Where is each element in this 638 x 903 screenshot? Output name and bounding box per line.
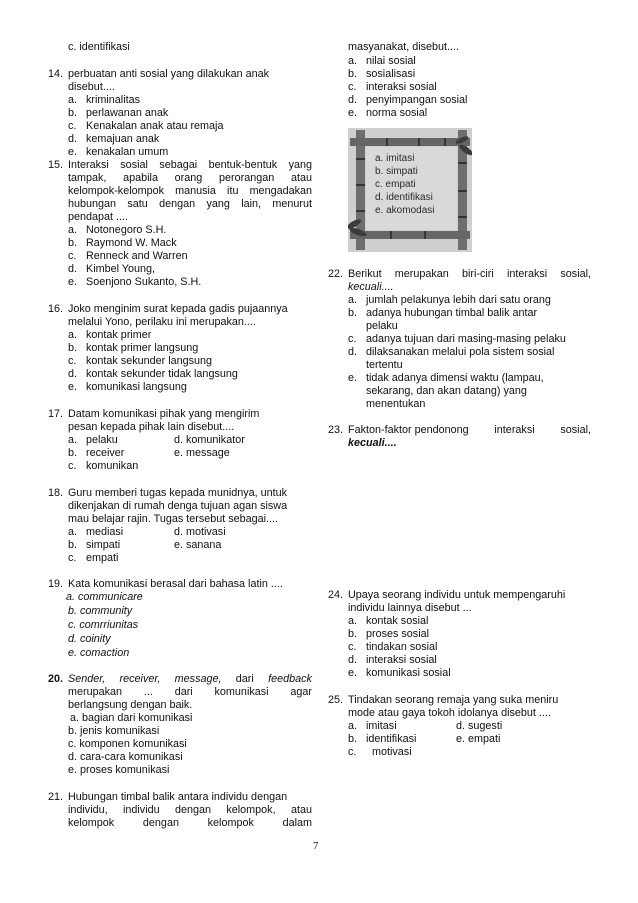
q15-option-a: a. Notonegoro S.H.	[68, 224, 167, 236]
q19-option-e: e. comaction	[68, 647, 130, 659]
bamboo-frame-picture	[348, 128, 472, 252]
q15-number: 15.	[48, 159, 64, 171]
q17-option-d: d. komunikator	[174, 434, 245, 446]
q25-stem-line1: Tindakan seorang remaja yang suka meniru	[348, 694, 559, 706]
q14-option-c: c. Kenakalan anak atau remaja	[68, 120, 224, 132]
picture-option-b: b. simpati	[375, 166, 418, 177]
picture-option-c: c. empati	[375, 179, 416, 190]
q13-option-c: c. identifikasi	[68, 41, 130, 53]
q20-option-c: c. komponen komunikasi	[68, 738, 187, 750]
q25-option-d: d. sugesti	[456, 720, 503, 732]
q21-option-e: e. norma sosial	[348, 107, 428, 119]
q22-option-d: d. dilaksanakan melalui pola sistem sosial	[348, 346, 555, 358]
q14-option-a: a. kriminalitas	[68, 94, 140, 106]
q21-option-c: c. interaksi sosial	[348, 81, 437, 93]
page-number: 7	[313, 840, 319, 852]
q18-stem-line2: dikenjakan di rumah denga tujuan agan siswa	[68, 500, 288, 512]
q15-option-d: d. Kimbel Young,	[68, 263, 156, 275]
q18-option-d: d. motivasi	[174, 526, 226, 538]
q24-option-c: c. tindakan sosial	[348, 641, 438, 653]
q25-number: 25.	[328, 694, 344, 706]
q15-option-b: b. Raymond W. Mack	[68, 237, 177, 249]
q14-option-d: d. kemajuan anak	[68, 133, 160, 145]
q18-number: 18.	[48, 487, 64, 499]
q20-option-a: a. bagian dari komunikasi	[70, 712, 193, 724]
q24-stem-line1: Upaya seorang individu untuk mempengaruhi	[348, 589, 566, 601]
q22-option-e-cont2: menentukan	[366, 398, 426, 410]
q20-stem-line3: berlangsung dengan baik.	[68, 699, 193, 711]
q19-option-b: b. community	[68, 605, 133, 617]
q18-stem-line1: Guru memberi tugas kepada munidnya, untuk	[68, 487, 288, 499]
q25-option-row-3: c. motivasi	[348, 746, 412, 758]
q23-stem: Fakton-faktor pendonong interaksi sosial,	[348, 424, 591, 436]
q17-option-row-2: b. receiver	[68, 447, 125, 459]
q15-stem-line1: Interaksi sosial sebagai bentuk-bentuk yang	[68, 159, 312, 171]
q17-stem-line2: pesan kepada pihak lain disebut....	[68, 421, 235, 433]
q25-option-row-2: b. identifikasi	[348, 733, 417, 745]
q24-stem-line2: individu lainnya disebut ...	[348, 602, 472, 614]
q21-option-d: d. penyimpangan sosial	[348, 94, 468, 106]
q15-stem-line4: hubungan satu dengan yang lain, menurut	[68, 198, 312, 210]
q15-option-e: e. Soenjono Sukanto, S.H.	[68, 276, 202, 288]
q22-option-c: c. adanya tujuan dari masing-masing pelaku	[348, 333, 566, 345]
q22-stem-line1: Berikut merupakan biri-ciri interaksi sosial,	[348, 268, 591, 280]
q17-option-e: e. message	[174, 447, 230, 459]
q16-number: 16.	[48, 303, 64, 315]
q15-stem-line3: kelompok-kelompok manusia itu mengadakan	[68, 185, 312, 197]
q25-option-row-1: a. imitasi	[348, 720, 397, 732]
q24-option-b: b. proses sosial	[348, 628, 430, 640]
picture-option-e: e. akomodasi	[375, 205, 435, 216]
q15-stem-line5: pendapat ....	[68, 211, 129, 223]
q15-option-c: c. Renneck and Warren	[68, 250, 188, 262]
q16-option-e: e. komunikasi langsung	[68, 381, 187, 393]
q16-option-c: c. kontak sekunder langsung	[68, 355, 213, 367]
q16-stem-line1: Joko menginim surat kepada gadis pujaannya	[68, 303, 288, 315]
q22-option-e-cont1: sekarang, dan akan datang) yang	[366, 385, 527, 397]
q18-option-row-2: b. simpati	[68, 539, 121, 551]
q22-option-b: b. adanya hubungan timbal balik antar	[348, 307, 538, 319]
q18-option-row-1: a. mediasi	[68, 526, 124, 538]
q24-option-a: a. kontak sosial	[348, 615, 429, 627]
q21-option-a: a. nilai sosial	[348, 55, 416, 67]
q15-stem-line2: tampak, apabila orang perorangan atau	[68, 172, 312, 184]
q22-number: 22.	[328, 268, 344, 280]
q22-option-e: e. tidak adanya dimensi waktu (lampau,	[348, 372, 544, 384]
q25-stem-line2: mode atau gaya tokoh idolanya disebut ....	[348, 707, 551, 719]
q19-number: 19.	[48, 578, 64, 590]
q20-number: 20.	[48, 673, 64, 685]
q20-option-d: d. cara-cara komunikasi	[68, 751, 183, 763]
q22-option-b-cont: pelaku	[366, 320, 398, 332]
q19-option-d: d. coinity	[68, 633, 111, 645]
q22-option-d-cont: tertentu	[366, 359, 403, 371]
q21-stem-line2: individu, individu dengan kelompok, atau	[68, 804, 312, 816]
q17-option-row-1: a. pelaku	[68, 434, 118, 446]
q14-option-e: e. kenakalan umum	[68, 146, 169, 158]
q16-stem-line2: melalui Yono, perilaku ini merupakan....	[68, 316, 256, 328]
q14-number: 14.	[48, 68, 64, 80]
q21-option-b: b. sosialisasi	[348, 68, 416, 80]
q21-stem-line1: Hubungan timbal balik antara individu dengan	[68, 791, 288, 803]
q22-stem-line2: kecuali....	[348, 281, 394, 293]
q18-option-e: e. sanana	[174, 539, 222, 551]
q21-stem-tail: masyanakat, disebut....	[348, 41, 460, 53]
q24-number: 24.	[328, 589, 344, 601]
q25-option-e: e. empati	[456, 733, 501, 745]
q21-stem-line3: kelompok dengan kelompok dalam	[68, 817, 312, 829]
q16-option-a: a. kontak primer	[68, 329, 152, 341]
q21-number: 21.	[48, 791, 64, 803]
q16-option-b: b. kontak primer langsung	[68, 342, 199, 354]
picture-option-d: d. identifikasi	[375, 192, 433, 203]
q18-stem-line3: mau belajar rajin. Tugas tersebut sebagai....	[68, 513, 279, 525]
q20-stem-line1: Sender, receiver, message, dari feedback	[68, 673, 312, 685]
q14-option-b: b. perlawanan anak	[68, 107, 169, 119]
q24-option-d: d. interaksi sosial	[348, 654, 437, 666]
q20-option-e: e. proses komunikasi	[68, 764, 170, 776]
q17-number: 17.	[48, 408, 64, 420]
q20-stem-line2: merupakan ... dari komunikasi agar	[68, 686, 312, 698]
picture-option-a: a. imitasi	[375, 153, 415, 164]
q17-option-row-3: c. komunikan	[68, 460, 139, 472]
q19-option-c: c. comrriunitas	[68, 619, 139, 631]
q14-stem-line1: perbuatan anti sosial yang dilakukan anak	[68, 68, 270, 80]
q24-option-e: e. komunikasi sosial	[348, 667, 451, 679]
q22-option-a: a. jumlah pelakunya lebih dari satu orang	[348, 294, 551, 306]
q20-option-b: b. jenis komunikasi	[68, 725, 160, 737]
q17-stem-line1: Datam komunikasi pihak yang mengirim	[68, 408, 260, 420]
q16-option-d: d. kontak sekunder tidak langsung	[68, 368, 238, 380]
q18-option-row-3: c. empati	[68, 552, 119, 564]
q14-stem-line2: disebut....	[68, 81, 115, 93]
q19-stem: Kata komunikasi berasal dari bahasa latin ....	[68, 578, 283, 590]
q23-number: 23.	[328, 424, 344, 436]
q23-kecuali: kecuali....	[348, 437, 397, 449]
q19-option-a: a. communicare	[66, 591, 143, 603]
